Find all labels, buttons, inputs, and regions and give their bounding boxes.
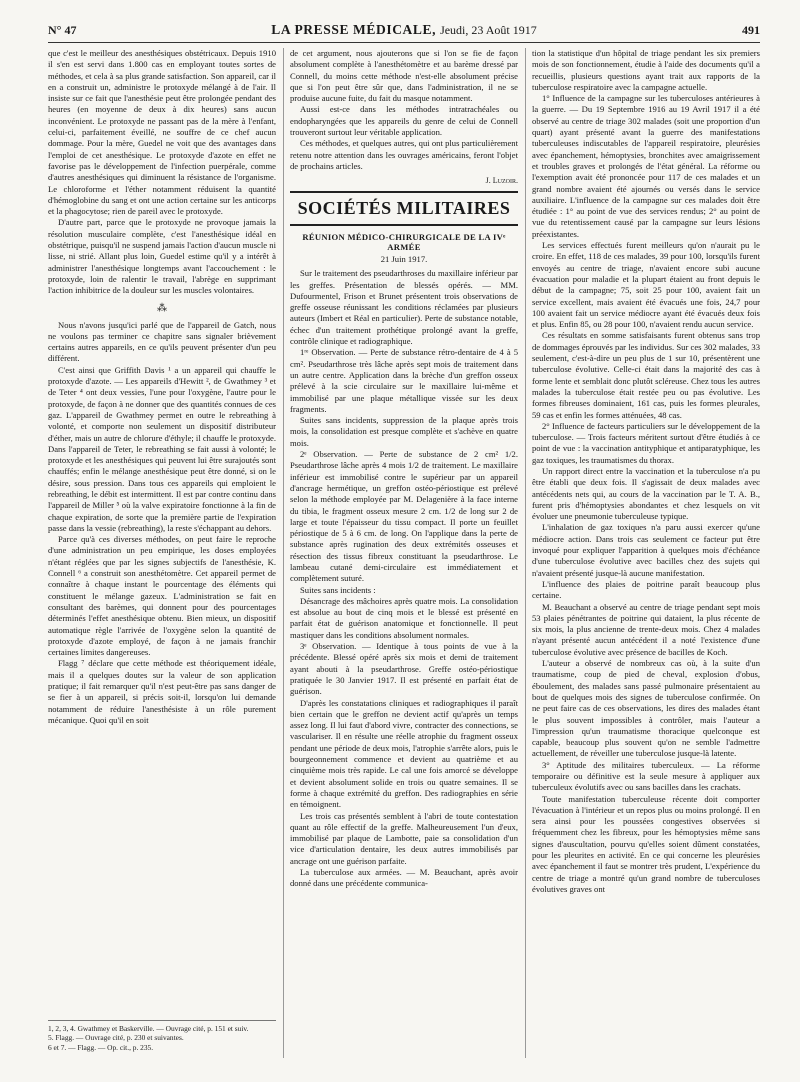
meeting-heading: RÉUNION MÉDICO-CHIRURGICALE DE LA IVᵉ ARMÉE (302, 232, 506, 253)
column-divider (525, 48, 526, 1058)
paragraph: Parce qu'à ces diverses méthodes, on peut faire le reproche d'une administration un peu empirique, les doses employées n'étant réglées que par les signes subjectifs de l'anesthésie, K. Connell ⁶ a construit son anesthétomètre. Cet appareil permet de connaître à chaque instant le pourcentage des éléments qui constituent le mélange gazeux. L'administration se fait en consultant des barèmes, qui donnent pour des pourcentages déterminés l'effet anesthésique obtenu. Bien mieux, un dispositif automatique règle l'arrivée de l'oxygène selon la quantité de protoxyde d'azote employé, de façon à ne jamais franchir certaines limites dangereuses. (48, 534, 276, 658)
column-3 (532, 48, 760, 1058)
paragraph: C'est ainsi que Griffith Davis ¹ a un appareil qui chauffe le protoxyde d'azote. — Les appareils d'Hewitt ², de Gwathmey ³ et de Teter ⁴ ont deux vessies, l'une pour l'oxygène, l'autre pour le protoxyde, de façon à ne donner que des quantités connues de ces gaz. L'appareil de Gwathmey permet en outre le rebreathing à volonté, et comporte non seulement un dispositif distributeur d'éther, mais un autre de chlorure d'éthyle; il chauffe le protoxyde. Dans l'appareil de Teter, le rebreathing se fait aussi à volonté; le protoxyde et les anesthésiques qui peuvent lui être surajoutés sont chauffés; enfin le mélange anesthésique peut être donné, si on le désire, sous pression. Dans tous ces appareils qui emploient le rebreathing, le débit est intermittent. Il est par contre continu dans l'appareil de Miller ⁵ où la valve expiratoire fonctionne à la fin de chaque expiration, de sorte que la première partie de l'expiration passe dans la vessie (rebreathing), la reste s'échappant au dehors. (48, 364, 276, 533)
paragraph: 3ᵉ Observation. — Identique à tous points de vue à la précédente. Blessé opéré après six mois et demi de traitement ayant abouti à la pseudarthrose. Greffe ostéo-périostique pratiquée le 30 Janvier 1917. Il est présenté en parfait état de guérison. (290, 641, 518, 697)
paragraph: Désancrage des mâchoires après quatre mois. La consolidation est absolue au bout de cinq mois et le blessé est présenté en parfait état de guérison anatomique et fonctionnelle. Il peut mastiquer dans les conditions absolument normales. (290, 595, 518, 640)
paragraph: D'après les constatations cliniques et radiographiques il paraît bien certain que le greffon ne devient actif qu'après un temps assez long. Il lui faut d'abord vivre, contracter des connections, se vasculariser. Il en résulte une réelle atrophie du fragment osseux pendant une période de deux mois, l'atrophie s'arrête alors, puis le bourgeonnement commence et devient au quatrième et au cinquième mois très rapide. Le cal une fois amorcé se développe et devient absolument solide en trois ou quatre semaines. Il se forme à chaque extrémité du greffon. Des radiographies en série en témoignent. (290, 697, 518, 810)
paragraph: Un rapport direct entre la vaccination et la tuberculose n'a pu être établi que deux fois. Il s'agissait de deux malades avec antécédents nets qui, au cours de la vaccination par le T. A. B., furent pris d'hémoptysies abondantes et chez lesquels on vit évoluer une pneumonie tuberculeuse typique. (532, 465, 760, 522)
paragraph: Flagg ⁷ déclare que cette méthode est théoriquement idéale, mais il a quelques doutes sur la valeur de son application pratique; il fait remarquer qu'il n'est peut-être pas sans danger de se fier à un appareil, si précis soit-il, lorsqu'on lui demande notamment de réduire l'anesthésiste à un rôle purement mécanique. Quoi qu'il en soit (48, 658, 276, 725)
paragraph: M. Beauchant a observé au centre de triage pendant sept mois 53 plaies pénétrantes de poitrine qui dataient, la plus récente de six mois, la plus ancienne de trente-deux mois. Chez 4 malades n'ayant présenté aucun antécédent il a noté l'existence d'une tuberculose évolutive avec présence de bacilles de Koch. (532, 601, 760, 657)
paragraph: que c'est le meilleur des anesthésiques obstétricaux. Depuis 1910 il s'en est servi dans 1.800 cas en employant toutes sortes de méthodes, et cela à sa plus grande satisfaction. Son appareil, car il en a construit un, administre le protoxyde mélangé à de l'air. Il insiste sur ce fait que l'anesthésie peut être prolongée pendant des heures (en moyenne de deux à dix heures) sans aucun inconvénient. Le protoxyde ne passant pas de la mère à l'enfant, celui-ci, parfaitement éveillé, ne souffre de ce chef aucun dommage. Pour la mère, Guedel ne voit que des avantages dans l'emploi de cet anesthésique. Le protoxyde d'azote en effet ne favorise pas le développement de l'infection puerpérale, comme d'autres anesthésiques qui diminuent la résistance de l'organisme. Le chloroforme et l'éther notamment réduisent la quantité d'hémoglobine du sang et ont une action certaine sur les anticorps et la phagocytose; rien de pareil avec le protoxyde. (48, 48, 276, 217)
footnotes (48, 1020, 276, 1052)
masthead (48, 22, 760, 38)
paragraph: Suites sans incidents : (300, 584, 376, 595)
paragraph: L'influence des plaies de poitrine paraît beaucoup plus certaine. (532, 578, 760, 601)
section-separator: ⁂ (157, 302, 167, 314)
paragraph: L'auteur a observé de nombreux cas où, à la suite d'un traumatisme, coup de pied de cheval, explosion d'obus, éboulement, des malades sans passé pulmonaire présentaient au bout de quelques mois des signes de tuberculose confirmée. On ne peut faire cas de ces observations, les dires des malades étant le plus souvent impossibles à contrôler, mais l'auteur a l'impression qu'un traumatisme thoracique quelconque est capable, beaucoup plus souvent qu'on ne semble l'admettre actuellement, de réveiller une tuberculose jusque-là latente. (532, 658, 760, 759)
paragraph: Les services effectués furent meilleurs qu'on n'aurait pu le croire. En effet, 118 de ces malades, 39 pour 100, lorsqu'ils furent envoyés au centre de triage, n'avaient encore subi aucune évacuation pour maladie et la plupart étaient au front depuis le début de la campagne; 75, soit 25 pour 100, avaient fait un service excellent, mais avaient été évacués une fois, 24,7 pour 100 avaient fait un service médiocre ayant été évacués deux fois et plus. Enfin 85, ou 28 pour 100, n'avaient rendu aucun service. (532, 240, 760, 330)
section-title: SOCIÉTÉS MILITAIRES (290, 191, 518, 226)
page-number: 491 (742, 23, 760, 37)
paragraph: 1ʳᵉ Observation. — Perte de substance rétro-dentaire de 4 à 5 cm². Pseudarthrose très lâche après sept mois de traitement dans un autre centre. Application dans la brèche d'un greffon osseux prélevé à la scie circulaire sur le maxillaire lui-même et immobilisé par une plaque métallique vissée sur les deux fragments. (290, 347, 518, 414)
column-2 (290, 48, 518, 1058)
page-header (48, 22, 760, 43)
footnote: 1, 2, 3, 4. Gwathmey et Baskerville. — Ouvrage cité, p. 151 et suiv. (48, 1023, 249, 1033)
paragraph: de cet argument, nous ajouterons que si l'on se fie de façon absolument complète à l'anesthétomètre et au barème dressé par Connell, du moins cette méthode n'est-elle absolument précise que si l'on peut être sûr que, dans l'administration, il ne se produise aucune fuite, du fait du masque notamment. (290, 48, 518, 104)
journal-title: LA PRESSE MÉDICALE, (271, 22, 437, 37)
article-columns (48, 48, 760, 1058)
paragraph: L'inhalation de gaz toxiques n'a paru aussi exercer qu'une médiocre action. Dans trois cas seulement ce facteur put être invoqué pour expliquer l'apparition à quelques mois d'échéance d'une tuberculose évolutive avec bacilles chez des sujets qui n'avaient présenté jusque-là aucune manifestation. (532, 522, 760, 578)
paragraph: 2ᵉ Observation. — Perte de substance de 2 cm² 1/2. Pseudarthrose lâche après 4 mois 1/2 de traitement. Le maxillaire inférieur est immobilisé contre le supérieur par un appareil d'ancrage hermétique, un greffon ostéo-périostique est prélevé selon la méthode employée par M. Delagenière à la face interne du tibia, le fragment osseux mesure 2 cm. 1/2 de long sur 2 de large et toute l'épaisseur du tissu compact. Il porte un feuillet périostique de 5 à 6 cm. de long. On l'applique dans la perte de substance après rugination des deux extrémités osseuses et résection des tissus fibreux constituant la pseudarthrose. Le lambeau cutané demi-circulaire est immédiatement et complètement suturé. (290, 449, 518, 584)
paragraph: tion la statistique d'un hôpital de triage pendant les six premiers mois de son fonctionnement, étudie à l'aide des documents qu'il a recueillis, plusieurs questions ayant trait aux rapports de la tuberculose respiratoire avec la campagne actuelle. (532, 48, 760, 92)
footnote: 6 et 7. — Flagg. — Op. cit., p. 235. (48, 1042, 154, 1052)
column-1 (48, 48, 276, 1058)
issue-date: Jeudi, 23 Août 1917 (440, 23, 537, 37)
paragraph: D'autre part, parce que le protoxyde ne provoque jamais la résolution musculaire complète, c'est l'anesthésique idéal en obstétrique, puisqu'il ne suspend jamais l'action d'aucun muscle ni lisse, ni strié. Allant plus loin, Guedel estime qu'il y a intérêt à administrer l'anesthésique longtemps avant l'accouchement : le protoxyde, loin de ralentir le travail, l'abrège en supprimant l'action inhibitrice de la douleur sur les muscles volontaires. (48, 217, 276, 296)
paragraph: Toute manifestation tuberculeuse récente doit comporter l'évacuation à l'intérieur et un repos plus ou moins prolongé. Il en sera ainsi pour les poussées congestives observées si fréquemment chez les fibreux, pour les hémoptysies même sans signes d'auscultation, pourvu qu'elles soient dûment constatées, pour les pleurites en activité. En ce qui concerne les pleurésies avec épanchement il faut se montrer très prudent, L'expérience du centre de triage a montré qu'un grand nombre de tuberculoses évolutives graves ont (532, 793, 760, 894)
issue-number: N° 47 (48, 23, 77, 37)
paragraph: 2° Influence de facteurs particuliers sur le développement de la tuberculose. — Trois facteurs méritent surtout d'être étudiés à ce point de vue : la vaccination antityphique et antiparatyphique, les gaz toxiques, les traumatismes du thorax. (532, 420, 760, 465)
paragraph: Ces résultats en somme satisfaisants furent obtenus sans trop de dommages éprouvés par les individus. Sur ces 302 malades, 33 seulement, c'est-à-dire un peu plus de 1 sur 10, présentèrent une tuberculose évolutive. Celle-ci était dans la majorité des cas à forme lente et semblait donc plutôt scléreuse. Chez tous les autres malades la tuberculose était restée peu ou pas évolutive. Les formes fibreuses dominaient, 161 cas, puis les formes pleurales, 59 cas et enfin les formes atténuées, 48 cas. (532, 330, 760, 420)
paragraph: 3° Aptitude des militaires tuberculeux. — La réforme temporaire ou définitive est la seule mesure à appliquer aux tuberculeux évolutifs avec ou sans bacilles dans les crachats. (532, 759, 760, 793)
author-signature: J. Luzoir. (485, 176, 518, 186)
column-divider (283, 48, 284, 1058)
paragraph: 1° Influence de la campagne sur les tuberculoses antérieures à la guerre. — Du 19 Septembre 1916 au 19 Avril 1917 il a été observé au centre de triage 302 malades (soit une proportion d'un quart) ayant présenté avant la guerre des manifestations tuberculeuses indiscutables de l'appareil respiratoire, pleurésies avec épanchement, hémoptysies, bronchites avec amaigrissement et troubles graves et prolongés de l'état général. La réforme ou l'exemption avait été prononcée pour 117 de ces malades et un grand nombre avaient été ajournés ou versés dans le service auxiliaire. L'influence de la campagne sur ces malades doit être étudiée : 1° au point de vue des services rendus; 2° au point de vue du retentissement causé par la campagne sur leurs lésions préexistantes. (532, 93, 760, 239)
footnote: 5. Flagg. — Ouvrage cité, p. 230 et suivantes. (48, 1033, 184, 1043)
paragraph: Nous n'avons jusqu'ici parlé que de l'appareil de Gatch, nous ne voulons pas terminer ce chapitre sans signaler brièvement certains autres appareils, en ce qu'ils peuvent présenter d'un peu différent. (48, 319, 276, 364)
paragraph: Aussi est-ce dans les méthodes intratrachéales ou endopharyngées que les appareils du genre de celui de Connell trouveront surtout leur véritable application. (290, 104, 518, 138)
paragraph: Les trois cas présentés semblent à l'abri de toute contestation quant au rôle effectif de la greffe. Malheureusement l'un d'eux, immobilisé par plaque de Lambotte, paie sa consolidation d'un vice d'articulation dentaire, les deux autres immobilisés par ancrage ont une guérison parfaite. (290, 810, 518, 866)
paragraph: La tuberculose aux armées. — M. Beauchant, après avoir donné dans une précédente communica- (290, 867, 518, 889)
paragraph: Sur le traitement des pseudarthroses du maxillaire inférieur par les greffes. Présentation de blessés opérés. — MM. Dufourmentel, Frison et Brunet présentent trois observations de greffe osseuse réunissant les conditions réclamées par plusieurs auteurs (Imbert et Réal en particulier). Perte de substance notable, échec d'un traitement prothétique prolongé avant la greffe, contrôle clinique et radiographique. (290, 268, 518, 347)
paragraph: Ces méthodes, et quelques autres, qui ont plus particulièrement retenu notre attention dans les ouvrages américains, feront l'objet de prochains articles. (290, 138, 518, 171)
newspaper-page (48, 22, 760, 1062)
paragraph: Suites sans incidents, suppression de la plaque après trois mois, la consolidation est presque complète et s'achève en quatre mois. (290, 415, 518, 448)
meeting-date: 21 Juin 1917. (380, 254, 428, 265)
